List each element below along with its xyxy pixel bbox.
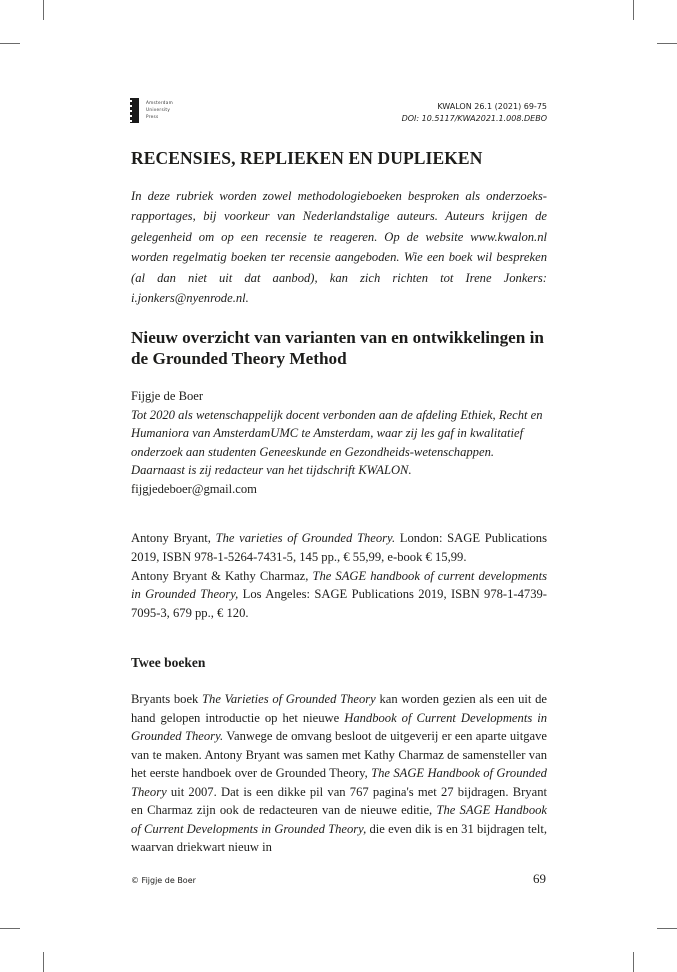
- author-bio: Tot 2020 als wetenschappelijk docent verbonden aan de afdeling Ethiek, Recht en Humaniora van AmsterdamUMC te Amsterdam, waar zij les gaf in kwalitatief onderzoek aan studenten Geneeskunde en Gezondheids-wetenschappen. Daarnaast is zij redacteur van het tijdschrift KWALON.: [131, 407, 543, 477]
- crop-mark: [657, 43, 677, 44]
- book-title: The varieties of Grounded Theory.: [215, 531, 396, 545]
- book-citation: [131, 529, 547, 567]
- journal-citation: KWALON 26.1 (2021) 69-75: [437, 102, 547, 111]
- crop-mark: [0, 928, 20, 929]
- cited-title: The SAGE Handbook of Grounded Theory: [131, 766, 547, 799]
- article-title: Nieuw overzicht van varianten van en ontwikkelingen in de Grounded Theory Method: [131, 328, 544, 368]
- text-run: kan worden gezien als een uit de hand gelopen introductie op het nieuwe: [131, 692, 547, 725]
- section-intro: In deze rubriek worden zowel methodologieboeken besproken als onderzoeks-rapportages, bij voorkeur van Nederlandstalige auteurs. Auteurs krijgen de gelegenheid om op een recensie te reageren. Op de website www.kwalon.nl worden regelmatig boeken ter recensie aangeboden. Wie een boek wil bespreken (al dan niet uit dat aanbod), kan zich richten tot Irene Jonkers: i.jonkers@nyenrode.nl.: [131, 189, 547, 306]
- crop-mark: [633, 952, 634, 972]
- reviewed-books: [131, 529, 547, 623]
- author-name: Fijgje de Boer: [131, 389, 204, 403]
- book-authors: Antony Bryant,: [131, 531, 216, 545]
- publisher-logo: [130, 98, 190, 124]
- section-title: RECENSIES, REPLIEKEN EN DUPLIEKEN: [131, 148, 483, 168]
- crop-mark: [657, 928, 677, 929]
- book-details: Los Angeles: SAGE Publications 2019, ISBN 978-1-4739-7095-3, 679 pp., € 120.: [131, 587, 548, 621]
- crop-mark: [633, 0, 634, 20]
- doi: DOI: 10.5117/KWA2021.1.008.DEBO: [401, 114, 547, 123]
- logo-mark-icon: [130, 98, 139, 123]
- logo-line: Press: [146, 114, 159, 119]
- crop-mark: [0, 43, 20, 44]
- book-title: The SAGE handbook of current developments in Grounded Theory,: [131, 568, 547, 602]
- author-block: [131, 387, 547, 498]
- body-paragraph: [131, 690, 547, 857]
- cited-title: The SAGE Handbook of Current Developments in Grounded Theory,: [131, 803, 547, 836]
- text-run: Vanwege de omvang besloot de uitgeverij er een aparte uitgave van te maken. Antony Bryant was samen met Kathy Charmaz de samensteller van het eerste handboek over de Grounded Theory,: [131, 729, 547, 780]
- book-authors: Antony Bryant & Kathy Charmaz,: [131, 568, 313, 583]
- subsection-heading: Twee boeken: [131, 655, 206, 670]
- book-details: London: SAGE Publications 2019, ISBN 978-1-5264-7431-5, 145 pp., € 55,99, e-book € 15,99.: [131, 531, 547, 564]
- author-email: fijgjedeboer@gmail.com: [131, 481, 257, 496]
- text-run: die even dik is en 31 bijdragen telt, waarvan driekwart nieuw in: [131, 821, 547, 854]
- running-head: [402, 101, 547, 125]
- book-citation: [131, 567, 547, 623]
- crop-mark: [43, 952, 44, 972]
- crop-mark: [43, 0, 44, 20]
- logo-line: Amsterdam: [146, 100, 173, 105]
- text-run: Bryants boek: [131, 692, 203, 706]
- page-number: 69: [533, 871, 546, 886]
- logo-text: [146, 99, 173, 120]
- text-run: uit 2007. Dat is een dikke pil van 767 pagina's met 27 bijdragen. Bryant en Charmaz zijn ook de redacteuren van de nieuwe editie,: [131, 784, 547, 817]
- logo-line: University: [146, 107, 171, 112]
- copyright: © Fijgje de Boer: [131, 876, 196, 885]
- cited-title: The Varieties of Grounded Theory: [202, 692, 376, 706]
- cited-title: Handbook of Current Developments in Grounded Theory.: [131, 710, 548, 743]
